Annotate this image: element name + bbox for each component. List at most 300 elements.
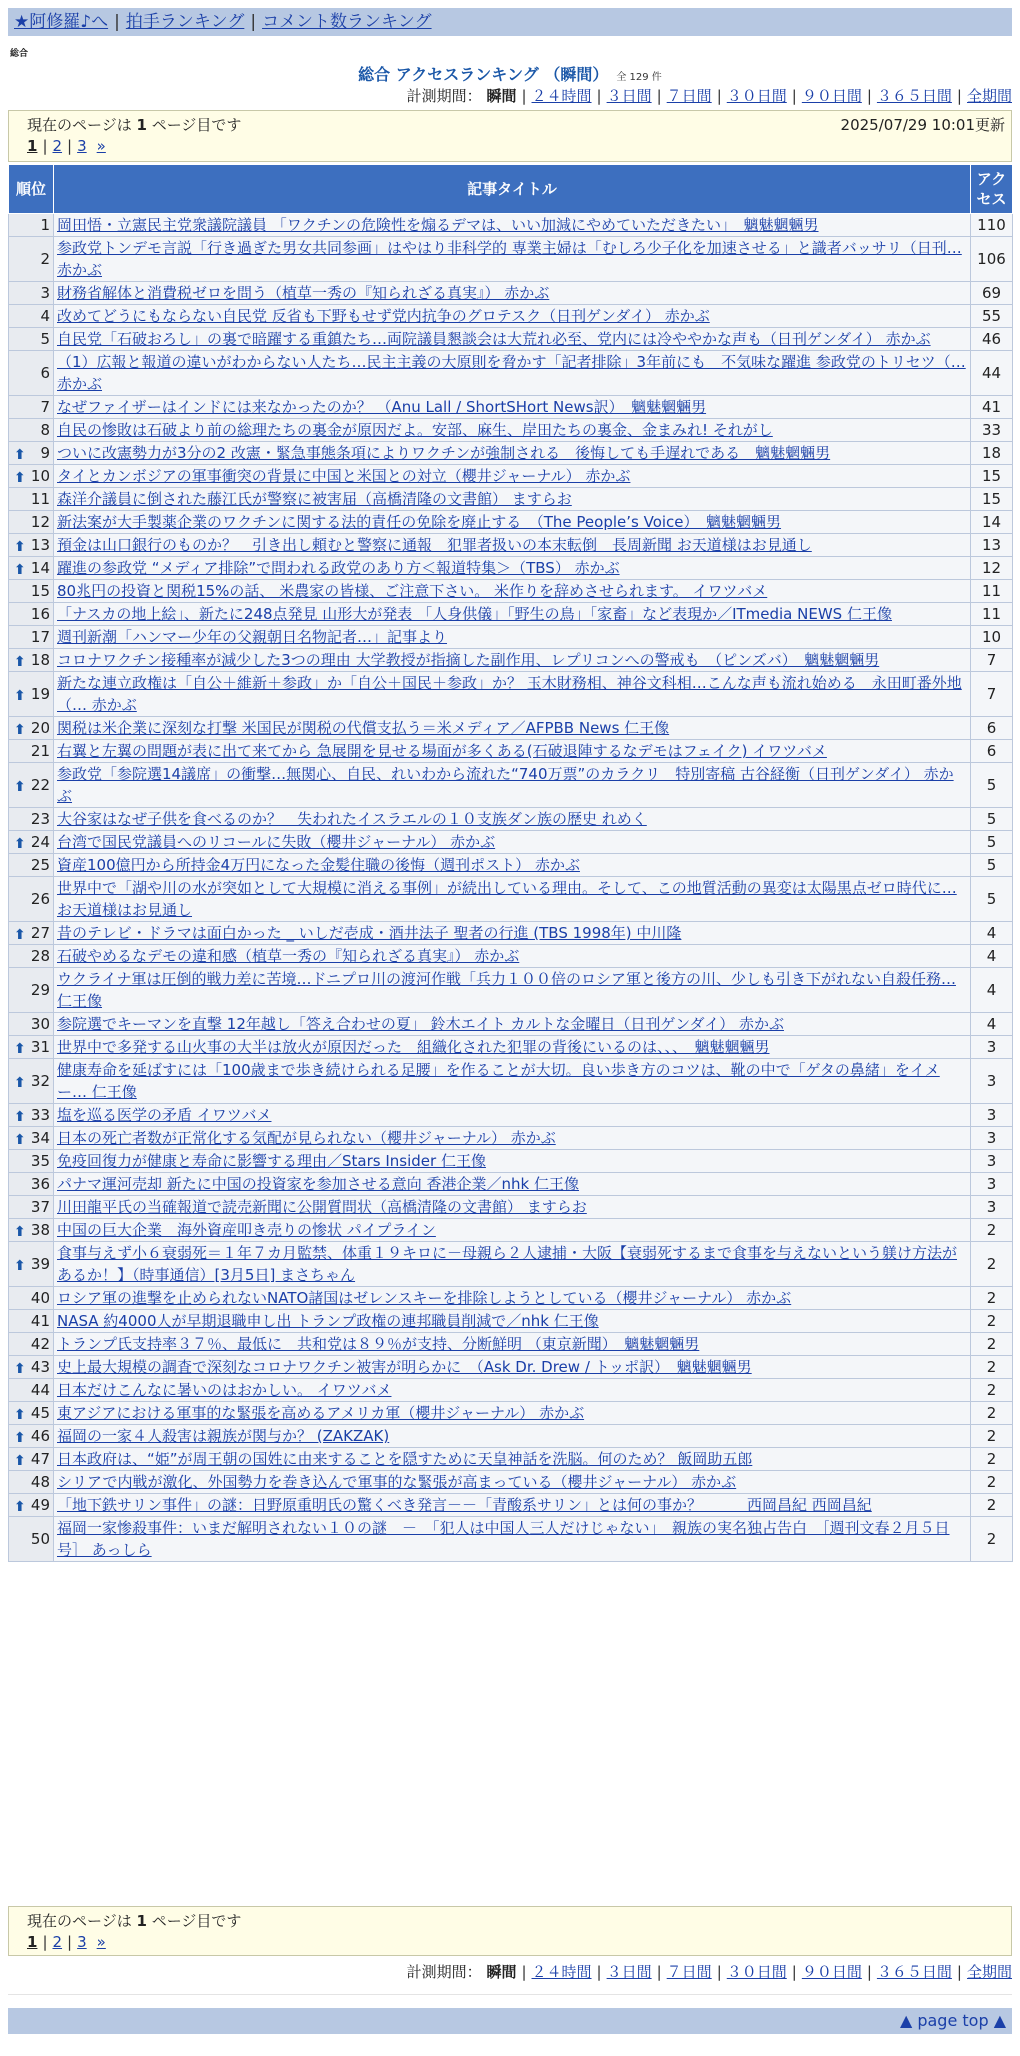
article-title-link[interactable]: 関税は米企業に深刻な打撃 米国民が関税の代償支払う＝米メディア／AFPBB News 仁王像 <box>57 719 670 737</box>
article-title-link[interactable]: ロシア軍の進撃を止められないNATO諸国はゼレンスキーを排除しようとしている（櫻井ジャーナル） 赤かぶ <box>57 1289 792 1307</box>
rank-number: 35 <box>30 1152 50 1170</box>
table-row <box>9 1425 1013 1448</box>
rank-cell <box>9 237 54 282</box>
ranking-title: 総合 アクセスランキング （瞬間） <box>358 65 609 84</box>
access-count: 4 <box>971 968 1013 1013</box>
access-count: 5 <box>971 763 1013 808</box>
rank-cell <box>9 1036 54 1059</box>
rank-number: 39 <box>30 1255 50 1273</box>
rank-cell <box>9 488 54 511</box>
title-cell <box>54 1356 971 1379</box>
rank-cell <box>9 419 54 442</box>
rank-cell <box>9 922 54 945</box>
rank-cell <box>9 214 54 237</box>
table-row <box>9 740 1013 763</box>
table-row <box>9 1333 1013 1356</box>
article-title-link[interactable]: 参政党トンデモ言説「行き過ぎた男女共同参画」はやはり非科学的 専業主婦は「むしろ少子化を加速させる」と識者バッサリ（日刊… 赤かぶ <box>57 239 962 279</box>
title-cell <box>54 465 971 488</box>
title-cell <box>54 854 971 877</box>
rank-cell <box>9 351 54 396</box>
article-title-link[interactable]: 自民の惨敗は石破より前の総理たちの裏金が原因だよ。安部、麻生、岸田たちの裏金、金まみれ! それがし <box>57 421 773 439</box>
article-title-link[interactable]: なぜファイザーはインドには来なかったのか？ （Anu Lall / ShortSHort News訳） 魑魅魍魎男 <box>57 398 707 416</box>
title-cell <box>54 1517 971 1562</box>
rank-cell <box>9 557 54 580</box>
rank-cell <box>9 1059 54 1104</box>
page-top-link[interactable]: ▲ page top ▲ <box>899 2011 1006 2030</box>
footer-bar <box>8 2008 1012 2034</box>
rank-up-arrow-icon: ⬆ <box>14 1453 26 1469</box>
title-cell <box>54 1448 971 1471</box>
access-count: 4 <box>971 945 1013 968</box>
table-row <box>9 1013 1013 1036</box>
rank-cell <box>9 580 54 603</box>
clap-ranking-link[interactable]: 拍手ランキング <box>125 12 245 32</box>
rank-up-arrow-icon: ⬆ <box>14 539 26 555</box>
article-title-link[interactable]: 台湾で国民党議員へのリコールに失敗（櫻井ジャーナル） 赤かぶ <box>57 833 496 851</box>
rank-cell <box>9 877 54 922</box>
access-count: 3 <box>971 1104 1013 1127</box>
title-cell <box>54 603 971 626</box>
rank-cell <box>9 1379 54 1402</box>
period-link-90d[interactable]: ９０日間 <box>801 87 862 105</box>
rank-up-arrow-icon: ⬆ <box>14 1407 26 1423</box>
article-title-link[interactable]: 週刊新潮「ハンマー少年の父親朝日名物記者…」記事より <box>57 628 448 646</box>
period-current: 瞬間 <box>486 1963 517 1981</box>
article-title-link[interactable]: 右翼と左翼の問題が表に出て来てから 急展開を見せる場面が多くある(石破退陣するなデモはフェイク) イワツバメ <box>57 742 827 760</box>
rank-cell <box>9 717 54 740</box>
title-cell <box>54 1494 971 1517</box>
rank-number: 3 <box>40 284 50 302</box>
table-row <box>9 1059 1013 1104</box>
ranking-table-body <box>9 214 1013 1562</box>
period-label: 計測期間： <box>406 87 482 105</box>
rank-number: 31 <box>30 1038 50 1056</box>
access-count: 2 <box>971 1425 1013 1448</box>
title-cell <box>54 1196 971 1219</box>
article-title-link[interactable]: 参院選でキーマンを直撃 12年越し「答え合わせの夏」 鈴木エイト カルトな金曜日（日刊ゲンダイ） 赤かぶ <box>57 1015 784 1033</box>
table-row <box>9 351 1013 396</box>
table-row <box>9 1471 1013 1494</box>
rank-up-arrow-icon: ⬆ <box>14 1075 26 1091</box>
table-row <box>9 831 1013 854</box>
table-row <box>9 534 1013 557</box>
rank-cell <box>9 808 54 831</box>
period-link-7d[interactable]: ７日間 <box>666 1963 712 1981</box>
access-count: 106 <box>971 237 1013 282</box>
rank-number: 12 <box>30 513 50 531</box>
access-count: 14 <box>971 511 1013 534</box>
table-row <box>9 1494 1013 1517</box>
table-row <box>9 626 1013 649</box>
article-title-link[interactable]: 岡田悟・立憲民主党衆議院議員 「ワクチンの危険性を煽るデマは、いい加減にやめていただきたい」 魑魅魍魎男 <box>57 216 819 234</box>
rank-cell <box>9 649 54 672</box>
rank-number: 9 <box>40 444 50 462</box>
rank-number: 38 <box>30 1221 50 1239</box>
header-access: アクセス <box>971 165 1013 214</box>
article-title-link[interactable]: パナマ運河売却 新たに中国の投資家を参加させる意向 香港企業／nhk 仁王像 <box>57 1175 580 1193</box>
article-title-link[interactable]: 中国の巨大企業 海外資産叩き売りの惨状 パイプライン <box>57 1221 436 1239</box>
page-link-3[interactable]: 3 <box>77 1933 87 1951</box>
article-title-link[interactable]: 財務省解体と消費税ゼロを問う（植草一秀の『知られざる真実』） 赤かぶ <box>57 284 550 302</box>
rank-cell <box>9 626 54 649</box>
period-link-365d[interactable]: ３６５日間 <box>876 1963 952 1981</box>
article-title-link[interactable]: 資産100億円から所持金4万円になった金髪住職の後悔（週刊ポスト） 赤かぶ <box>57 856 580 874</box>
period-label: 計測期間： <box>406 1963 482 1981</box>
header-rank: 順位 <box>9 165 54 214</box>
title-cell <box>54 740 971 763</box>
article-title-link[interactable]: 日本政府は、“姫”が周王朝の国姓に由来することを隠すために天皇神話を洗脳。何のため？ 飯岡助五郎 <box>57 1450 753 1468</box>
rank-number: 28 <box>30 947 50 965</box>
access-count: 18 <box>971 442 1013 465</box>
rank-cell <box>9 1196 54 1219</box>
table-row <box>9 442 1013 465</box>
rank-up-arrow-icon: ⬆ <box>14 470 26 486</box>
period-link-3d[interactable]: ３日間 <box>606 1963 652 1981</box>
title-cell <box>54 396 971 419</box>
period-link-30d[interactable]: ３０日間 <box>726 1963 787 1981</box>
rank-cell <box>9 672 54 717</box>
title-cell <box>54 419 971 442</box>
title-cell <box>54 237 971 282</box>
title-cell <box>54 1013 971 1036</box>
rank-cell <box>9 396 54 419</box>
title-cell <box>54 877 971 922</box>
title-cell <box>54 1150 971 1173</box>
rank-up-arrow-icon: ⬆ <box>14 1499 26 1515</box>
access-count: 7 <box>971 672 1013 717</box>
article-title-link[interactable]: ついに改憲勢力が3分の2 改憲・緊急事態条項によりワクチンが強制される 後悔しても手遅れである 魑魅魍魎男 <box>57 444 831 462</box>
title-cell <box>54 1127 971 1150</box>
rank-number: 43 <box>30 1358 50 1376</box>
access-count: 15 <box>971 465 1013 488</box>
article-title-link[interactable]: ウクライナ軍は圧倒的戦力差に苦境…ドニプロ川の渡河作戦「兵力１００倍のロシア軍と後方の川、少しも引き下がれない自殺任務… 仁王像 <box>57 970 956 1010</box>
rank-cell <box>9 1333 54 1356</box>
rank-number: 24 <box>30 833 50 851</box>
access-count: 3 <box>971 1036 1013 1059</box>
title-cell <box>54 1059 971 1104</box>
table-row <box>9 1402 1013 1425</box>
title-cell <box>54 511 971 534</box>
title-cell <box>54 831 971 854</box>
rank-number: 17 <box>30 628 50 646</box>
period-link-30d[interactable]: ３０日間 <box>726 87 787 105</box>
table-row <box>9 1356 1013 1379</box>
article-title-link[interactable]: シリアで内戦が激化、外国勢力を巻き込んで軍事的な緊張が高まっている（櫻井ジャーナル） 赤かぶ <box>57 1473 737 1491</box>
rank-up-arrow-icon: ⬆ <box>14 927 26 943</box>
rank-number: 7 <box>40 398 50 416</box>
rank-cell <box>9 1013 54 1036</box>
rank-cell <box>9 854 54 877</box>
rank-up-arrow-icon: ⬆ <box>14 1109 26 1125</box>
table-row <box>9 465 1013 488</box>
page-link-3[interactable]: 3 <box>77 137 87 155</box>
access-count: 5 <box>971 831 1013 854</box>
access-count: 33 <box>971 419 1013 442</box>
access-count: 12 <box>971 557 1013 580</box>
title-cell <box>54 328 971 351</box>
period-selector-top: 計測期間： 瞬間 | ２４時間 | ３日間 | ７日間 | ３０日間 | ９０日間 | ３６５日間 | 全期間 <box>406 87 1012 105</box>
article-title-link[interactable]: トランプ氏支持率３７％、最低に 共和党は８９％が支持、分断鮮明 （東京新聞） 魑魅魍魎男 <box>57 1335 700 1353</box>
access-count: 110 <box>971 214 1013 237</box>
title-cell <box>54 945 971 968</box>
title-cell <box>54 1219 971 1242</box>
rank-up-arrow-icon: ⬆ <box>14 447 26 463</box>
comment-ranking-link[interactable]: コメント数ランキング <box>262 12 432 32</box>
rank-up-arrow-icon: ⬆ <box>14 1361 26 1377</box>
article-title-link[interactable]: 改めてどうにもならない自民党 反省も下野もせず党内抗争のグロテスク（日刊ゲンダイ） 赤かぶ <box>57 307 710 325</box>
table-row <box>9 328 1013 351</box>
period-link-365d[interactable]: ３６５日間 <box>876 87 952 105</box>
nav-separator: | <box>114 12 120 32</box>
table-row <box>9 488 1013 511</box>
title-cell <box>54 214 971 237</box>
rank-cell <box>9 1242 54 1287</box>
rank-number: 32 <box>30 1072 50 1090</box>
rank-number: 18 <box>30 651 50 669</box>
article-title-link[interactable]: 「地下鉄サリン事件」の謎：日野原重明氏の驚くべき発言－－「青酸系サリン」とは何の事か？ 西岡昌紀 西岡昌紀 <box>57 1496 872 1514</box>
access-count: 2 <box>971 1494 1013 1517</box>
divider <box>8 1994 1012 1995</box>
rank-number: 10 <box>30 467 50 485</box>
current-page-text-bottom: 現在のページは 1 ページ目です <box>27 1912 242 1930</box>
table-row <box>9 1219 1013 1242</box>
rank-number: 33 <box>30 1106 50 1124</box>
article-title-link[interactable]: 森洋介議員に倒された藤江氏が警察に被害届（高橋清隆の文書館） ますらお <box>57 490 572 508</box>
article-title-link[interactable]: 世界中で「湖や川の水が突如として大規模に消える事例」が続出している理由。そして、この地質活動の異変は太陽黒点ゼロ時代に… お天道様はお見通し <box>57 879 957 919</box>
article-title-link[interactable]: コロナワクチン接種率が減少した3つの理由 大学教授が指摘した副作用、レプリコンへの警戒も （ピンズバ） 魑魅魍魎男 <box>57 651 880 669</box>
rank-cell <box>9 1471 54 1494</box>
page-next-link[interactable]: » <box>96 1933 106 1951</box>
access-count: 3 <box>971 1173 1013 1196</box>
article-title-link[interactable]: 参政党「参院選14議席」の衝撃…無関心、自民、れいわから流れた“740万票”のカラクリ 特別寄稿 古谷経衡（日刊ゲンダイ） 赤かぶ <box>57 765 954 805</box>
access-count: 11 <box>971 580 1013 603</box>
article-title-link[interactable]: 福岡一家惨殺事件：いまだ解明されない１０の謎 － 「犯人は中国人三人だけじゃない」 親族の実名独占告白 ［週刊文春２月５日号］ あっしら <box>57 1519 950 1559</box>
rank-cell <box>9 1310 54 1333</box>
rank-cell <box>9 1219 54 1242</box>
title-cell <box>54 1310 971 1333</box>
title-cell <box>54 626 971 649</box>
table-header-row <box>9 165 1013 214</box>
rank-cell <box>9 534 54 557</box>
access-count: 3 <box>971 1150 1013 1173</box>
period-link-24h[interactable]: ２４時間 <box>531 1963 592 1981</box>
rank-number: 19 <box>30 685 50 703</box>
rank-cell <box>9 1356 54 1379</box>
pagination-bottom: 1 | 2 | 3 » <box>27 1933 106 1951</box>
article-title-link[interactable]: 東アジアにおける軍事的な緊張を高めるアメリカ軍（櫻井ジャーナル） 赤かぶ <box>57 1404 585 1422</box>
title-cell <box>54 808 971 831</box>
rank-cell <box>9 1448 54 1471</box>
rank-cell <box>9 465 54 488</box>
article-title-link[interactable]: 新法案が大手製薬企業のワクチンに関する法的責任の免除を廃止する （The People’s Voice） 魑魅魍魎男 <box>57 513 782 531</box>
access-count: 41 <box>971 396 1013 419</box>
table-row <box>9 877 1013 922</box>
article-title-link[interactable]: 世界中で多発する山火事の大半は放火が原因だった 組織化された犯罪の背後にいるのは、、、 魑魅魍魎男 <box>57 1038 770 1056</box>
page-link-2[interactable]: 2 <box>52 1933 63 1951</box>
access-count: 6 <box>971 717 1013 740</box>
access-count: 2 <box>971 1379 1013 1402</box>
article-title-link[interactable]: 80兆円の投資と関税15%の話、 米農家の皆様、ご注意下さい。 米作りを辞めさせられます。 イワツバメ <box>57 582 768 600</box>
rank-number: 44 <box>30 1381 50 1399</box>
page-next-link[interactable]: » <box>96 137 106 155</box>
table-row <box>9 511 1013 534</box>
table-row <box>9 808 1013 831</box>
title-cell <box>54 282 971 305</box>
table-row <box>9 854 1013 877</box>
period-link-all[interactable]: 全期間 <box>966 87 1012 105</box>
article-title-link[interactable]: 健康寿命を延ばすには「100歳まで歩き続けられる足腰」を作ることが大切。良い歩き方のコツは、靴の中で「ゲタの鼻緒」をイメー… 仁王像 <box>57 1061 940 1101</box>
article-title-link[interactable]: タイとカンボジアの軍事衝突の背景に中国と米国との対立（櫻井ジャーナル） 赤かぶ <box>57 467 631 485</box>
access-count: 4 <box>971 922 1013 945</box>
article-title-link[interactable]: 塩を巡る医学の矛盾 イワツバメ <box>57 1106 272 1124</box>
title-cell <box>54 351 971 396</box>
rank-number: 34 <box>30 1129 50 1147</box>
article-title-link[interactable]: 新たな連立政権は「自公＋維新＋参政」か「自公＋国民＋参政」か？ 玉木財務相、神谷文科相…こんな声も流れ始める 永田町番外地（… 赤かぶ <box>57 674 962 714</box>
rank-number: 45 <box>30 1404 50 1422</box>
article-title-link[interactable]: 躍進の参政党 “メディア排除”で問われる政党のあり方＜報道特集＞（TBS） 赤かぶ <box>57 559 620 577</box>
page-current: 1 <box>27 137 38 155</box>
rank-cell <box>9 831 54 854</box>
article-title-link[interactable]: 日本の死亡者数が正常化する気配が見られない（櫻井ジャーナル） 赤かぶ <box>57 1129 556 1147</box>
title-cell <box>54 922 971 945</box>
article-title-link[interactable]: 川田龍平氏の当確報道で読売新聞に公開質問状（高橋清隆の文書館） ますらお <box>57 1198 587 1216</box>
title-cell <box>54 717 971 740</box>
rank-cell <box>9 1150 54 1173</box>
rank-number: 36 <box>30 1175 50 1193</box>
access-count: 15 <box>971 488 1013 511</box>
access-count: 5 <box>971 877 1013 922</box>
access-count: 7 <box>971 649 1013 672</box>
access-count: 69 <box>971 282 1013 305</box>
title-cell <box>54 580 971 603</box>
article-title-link[interactable]: 「ナスカの地上絵」、新たに248点発見 山形大が発表 「人身供儀」「野生の鳥」「家畜」など表現か／ITmedia NEWS 仁王像 <box>57 605 892 623</box>
title-cell <box>54 1333 971 1356</box>
rank-number: 49 <box>30 1496 50 1514</box>
rank-up-arrow-icon: ⬆ <box>14 836 26 852</box>
access-count: 2 <box>971 1219 1013 1242</box>
article-title-link[interactable]: 福岡の一家４人殺害は親族が関与か？ (ZAKZAK) <box>57 1427 390 1445</box>
rank-up-arrow-icon: ⬆ <box>14 779 26 795</box>
title-cell <box>54 1173 971 1196</box>
ranking-table <box>8 164 1013 1562</box>
title-cell <box>54 557 971 580</box>
table-row <box>9 649 1013 672</box>
rank-number: 48 <box>30 1473 50 1491</box>
rank-cell <box>9 442 54 465</box>
period-link-3d[interactable]: ３日間 <box>606 87 652 105</box>
title-cell <box>54 763 971 808</box>
table-row <box>9 1036 1013 1059</box>
article-title-link[interactable]: 食事与えず小６衰弱死＝１年７カ月監禁、体重１９キロに－母親ら２人逮捕・大阪【衰弱死するまで食事を与えないという躾け方法があるか！】（時事通信）[3月5日] まさちゃん <box>57 1244 958 1284</box>
rank-cell <box>9 282 54 305</box>
article-title-link[interactable]: NASA 約4000人が早期退職申し出 トランプ政権の連邦職員削減で／nhk 仁王像 <box>57 1312 599 1330</box>
table-row <box>9 305 1013 328</box>
page-current: 1 <box>27 1933 38 1951</box>
table-row <box>9 214 1013 237</box>
article-title-link[interactable]: 史上最大規模の調査で深刻なコロナワクチン被害が明らかに （Ask Dr. Drew / トッポ訳） 魑魅魍魎男 <box>57 1358 752 1376</box>
article-title-link[interactable]: 免疫回復力が健康と寿命に影響する理由／Stars Insider 仁王像 <box>57 1152 486 1170</box>
table-row <box>9 672 1013 717</box>
article-title-link[interactable]: 日本だけこんなに暑いのはおかしい。 イワツバメ <box>57 1381 392 1399</box>
rank-number: 46 <box>30 1427 50 1445</box>
rank-number: 30 <box>30 1015 50 1033</box>
article-title-link[interactable]: 石破やめるなデモの違和感（植草一秀の『知られざる真実』） 赤かぶ <box>57 947 520 965</box>
period-link-7d[interactable]: ７日間 <box>666 87 712 105</box>
rank-up-arrow-icon: ⬆ <box>14 1041 26 1057</box>
title-cell <box>54 488 971 511</box>
access-count: 6 <box>971 740 1013 763</box>
rank-cell <box>9 1127 54 1150</box>
rank-cell <box>9 1425 54 1448</box>
access-count: 5 <box>971 808 1013 831</box>
period-link-24h[interactable]: ２４時間 <box>531 87 592 105</box>
period-link-90d[interactable]: ９０日間 <box>801 1963 862 1981</box>
rank-number: 20 <box>30 719 50 737</box>
rank-cell <box>9 763 54 808</box>
rank-number: 15 <box>30 582 50 600</box>
rank-cell <box>9 945 54 968</box>
paging-box-top <box>8 110 1012 162</box>
table-row <box>9 1196 1013 1219</box>
article-title-link[interactable]: 昔のテレビ・ドラマは面白かった _ いしだ壱成・酒井法子 聖者の行進 (TBS 1998年) 中川隆 <box>57 924 682 942</box>
access-count: 10 <box>971 626 1013 649</box>
article-title-link[interactable]: （1）広報と報道の違いがわからない人たち…民主主義の大原則を脅かす「記者排除」3年前にも 不気味な躍進 参政党のトリセツ（… 赤かぶ <box>57 353 966 393</box>
article-title-link[interactable]: 大谷家はなぜ子供を食べるのか？ 失われたイスラエルの１０支族ダン族の歴史 れめく <box>57 810 647 828</box>
rank-number: 8 <box>40 421 50 439</box>
rank-number: 41 <box>30 1312 50 1330</box>
access-count: 2 <box>971 1333 1013 1356</box>
title-cell <box>54 968 971 1013</box>
rank-cell <box>9 328 54 351</box>
home-link[interactable]: ★阿修羅♪へ <box>14 12 109 32</box>
rank-number: 1 <box>40 216 50 234</box>
access-count: 44 <box>971 351 1013 396</box>
page-title <box>0 62 1020 85</box>
rank-cell <box>9 1494 54 1517</box>
page-link-2[interactable]: 2 <box>52 137 63 155</box>
table-row <box>9 557 1013 580</box>
title-cell <box>54 1287 971 1310</box>
title-cell <box>54 1036 971 1059</box>
access-count: 2 <box>971 1402 1013 1425</box>
table-row <box>9 1150 1013 1173</box>
table-row <box>9 1379 1013 1402</box>
rank-up-arrow-icon: ⬆ <box>14 1224 26 1240</box>
rank-up-arrow-icon: ⬆ <box>14 722 26 738</box>
rank-number: 4 <box>40 307 50 325</box>
table-row <box>9 1517 1013 1562</box>
access-count: 2 <box>971 1471 1013 1494</box>
article-title-link[interactable]: 自民党「石破おろし」の裏で暗躍する重鎮たち…両院議員懇談会は大荒れ必至、党内には冷ややかな声も（日刊ゲンダイ） 赤かぶ <box>57 330 931 348</box>
rank-number: 50 <box>30 1530 50 1548</box>
rank-cell <box>9 740 54 763</box>
rank-up-arrow-icon: ⬆ <box>14 1132 26 1148</box>
rank-cell <box>9 603 54 626</box>
article-title-link[interactable]: 預金は山口銀行のものか？ 引き出し頼むと警察に通報 犯罪者扱いの本末転倒 長周新聞 お天道様はお見通し <box>57 536 812 554</box>
rank-cell <box>9 968 54 1013</box>
period-link-all[interactable]: 全期間 <box>966 1963 1012 1981</box>
rank-number: 13 <box>30 536 50 554</box>
access-count: 3 <box>971 1127 1013 1150</box>
rank-number: 37 <box>30 1198 50 1216</box>
rank-number: 5 <box>40 330 50 348</box>
table-row <box>9 1287 1013 1310</box>
title-cell <box>54 1379 971 1402</box>
table-row <box>9 1173 1013 1196</box>
rank-number: 23 <box>30 810 50 828</box>
title-cell <box>54 305 971 328</box>
table-row <box>9 1310 1013 1333</box>
